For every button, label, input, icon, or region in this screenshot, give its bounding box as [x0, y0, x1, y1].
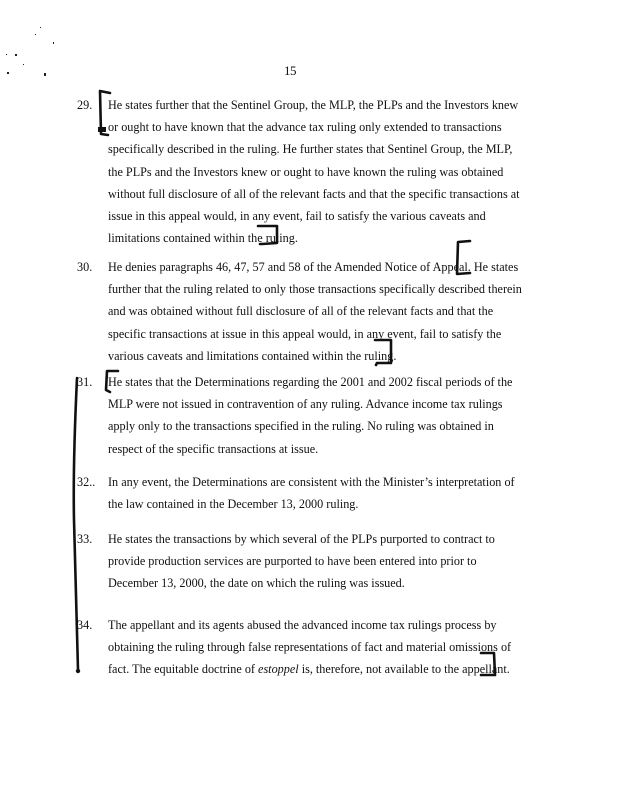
paragraph-line: obtaining the ruling through false representations of fact and material omissions of: [108, 640, 512, 655]
paragraph-line: the PLPs and the Investors knew or ought to have known the ruling was obtained: [108, 164, 504, 179]
paragraph-line: MLP were not issued in contravention of any ruling. Advance income tax rulings: [108, 397, 503, 412]
page-number: 15: [284, 63, 296, 78]
italic-term: estoppel: [258, 662, 299, 677]
paragraph-line: He states further that the Sentinel Group, the MLP, the PLPs and the Investors knew: [108, 98, 519, 112]
paragraph-line: further that the ruling related to only those transactions specifically described therein: [108, 282, 522, 297]
paragraph-line: The appellant and its agents abused the advanced income tax rulings process by: [108, 618, 497, 632]
paragraph-line: He states that the Determinations regarding the 2001 and 2002 fiscal periods of the: [108, 375, 513, 389]
paragraph-line: He states the transactions by which several of the PLPs purported to contract to: [108, 532, 495, 546]
paragraph-line: limitations contained within the ruling.: [108, 231, 298, 246]
paragraph-line: specific transactions at issue in this appeal would, in any event, fail to satisfy the: [108, 326, 502, 341]
paragraph-31: [77, 371, 517, 460]
paragraph-line: issue in this appeal would, in any event, fail to satisfy the various caveats and: [108, 209, 486, 224]
paragraph-number: 31.: [77, 375, 93, 389]
paragraph-29: [77, 94, 520, 249]
paragraph-line: specifically described in the ruling. He further states that Sentinel Group, the MLP,: [108, 142, 513, 157]
paragraph-line: In any event, the Determinations are consistent with the Minister’s interpretation of: [108, 475, 515, 489]
text-run: fact. The equitable doctrine of: [108, 662, 259, 677]
paragraph-line: provide production services are purported to have been entered into prior to: [108, 554, 477, 569]
paragraph-line: respect of the specific transactions at issue.: [108, 441, 319, 456]
paragraph-line: the law contained in the December 13, 2000 ruling.: [108, 497, 359, 512]
paragraph-32: [77, 471, 517, 515]
paragraph-30: [77, 256, 522, 367]
paragraph-line: or ought to have known that the advance tax ruling only extended to transactions: [108, 120, 502, 135]
paragraph-number: 29.: [77, 98, 93, 112]
paragraph-line: [77, 658, 517, 680]
paragraph-33: [77, 528, 517, 595]
paragraph-number: 32..: [77, 475, 96, 489]
paragraph-line: and was obtained without full disclosure of all of the relevant facts and that the: [108, 304, 494, 319]
paragraph-line: various caveats and limitations contained within the ruling.: [108, 348, 397, 363]
paragraph-number: 30.: [77, 260, 93, 274]
text-run: is, therefore, not available to the appellant.: [298, 662, 510, 677]
paragraph-number: 34.: [77, 618, 93, 632]
paragraph-line: without full disclosure of all of the relevant facts and that the specific transactions at: [108, 186, 520, 201]
paragraph-line: apply only to the transactions specified in the ruling. No ruling was obtained in: [108, 419, 494, 434]
paragraph-line: He denies paragraphs 46, 47, 57 and 58 of the Amended Notice of Appeal. He states: [108, 260, 519, 274]
paragraph-number: 33.: [77, 532, 93, 546]
paragraph-line: December 13, 2000, the date on which the ruling was issued.: [108, 576, 405, 591]
paragraph-34: [77, 614, 517, 681]
